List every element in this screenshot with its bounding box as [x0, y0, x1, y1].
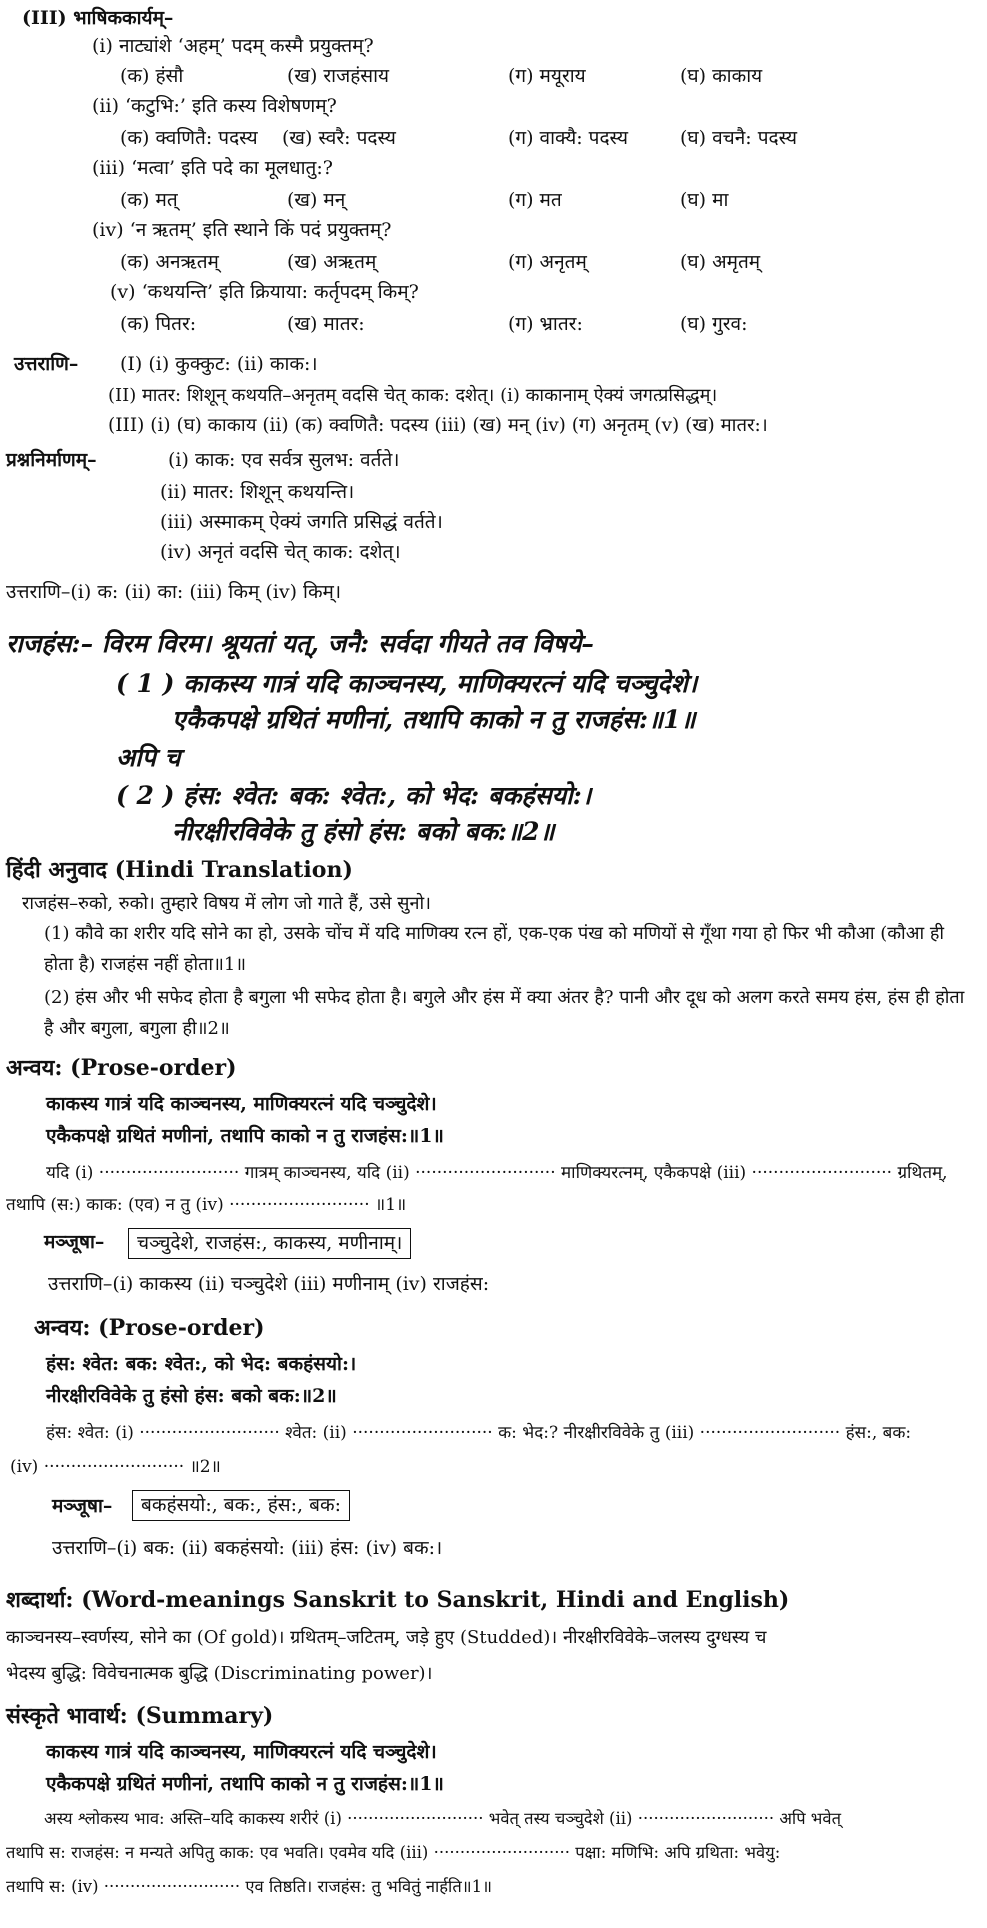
manjusha-box: चञ्चुदेशे, राजहंस:, काकस्य, मणीनाम्।: [128, 1228, 411, 1259]
section-heading: अन्वय: (Prose-order): [34, 1315, 265, 1341]
section-heading: अन्वय: (Prose-order): [6, 1055, 237, 1081]
summary-line: तथापि स: राजहंस: न मन्यते अपितु काक: एव भवति। एवमेव यदि (iii) ·························· पक्षा: मणिभि: अपि ग्रथिता: भवेयु:: [6, 1843, 781, 1862]
option: (ख) मन्: [287, 189, 346, 211]
manjusha-box: बकहंसयो:, बक:, हंस:, बक:: [132, 1490, 350, 1521]
option: (ग) वाक्यै: पदस्य: [508, 127, 628, 149]
option: (क) मत्: [120, 189, 178, 211]
anvaya-answer: उत्तराणि–(i) बक: (ii) बकहंसयो: (iii) हंस: (iv) बक:।: [52, 1537, 443, 1559]
option: (घ) काकाय: [680, 65, 763, 87]
option: (ख) स्वरै: पदस्य: [282, 127, 396, 149]
anvaya-verse: हंस: श्वेत: बक: श्वेत:, को भेद: बकहंसयो:।: [46, 1353, 357, 1375]
question-text: (iv) ‘न ऋतम्’ इति स्थाने किं पदं प्रयुक्तम्?: [92, 219, 392, 241]
question-text: (v) ‘कथयन्ति’ इति क्रियाया: कर्तृपदम् किम्?: [110, 281, 419, 303]
fill-line: यदि (i) ·························· गात्रम् काञ्चनस्य, यदि (ii) ·························· माणिक्यरत्नम्, एकैकपक्षे (iii) ·························· ग्रथितम्,: [46, 1163, 948, 1183]
answers-label: उत्तराणि–: [14, 353, 79, 375]
verse-line: अपि च: [116, 743, 181, 772]
meaning-line: भेदस्य बुद्धि: विवेचनात्मक बुद्धि (Discriminating power)।: [6, 1663, 433, 1684]
answer-line: (II) मातर: शिशून् कथयति–अनृतम् वदसि चेत् काक: दशेत्। (i) काकानाम् ऐक्यं जगत्प्रसिद्धम्।: [108, 385, 718, 406]
prashna-answer: उत्तराणि–(i) क: (ii) का: (iii) किम् (iv) किम्।: [6, 581, 342, 603]
prashna-label: प्रश्ननिर्माणम्–: [6, 449, 97, 471]
option: (ख) मातर:: [287, 313, 365, 335]
answer-line: (III) (i) (घ) काकाय (ii) (क) क्वणितै: पदस्य (iii) (ख) मन् (iv) (ग) अनृतम् (v) (ख) मातर:।: [108, 415, 768, 436]
option: (घ) अमृतम्: [680, 251, 761, 273]
meaning-line: काञ्चनस्य–स्वर्णस्य, सोने का (Of gold)। ग्रथितम्–जटितम्, जड़े हुए (Studded)। नीरक्षीरविवेके–जलस्य दुग्धस्य च: [6, 1627, 767, 1648]
prashna-item: (i) काक: एव सर्वत्र सुलभ: वर्तते।: [168, 449, 400, 471]
bhavartha-verse: काकस्य गात्रं यदि काञ्चनस्य, माणिक्यरत्नं यदि चञ्चुदेशे।: [46, 1741, 437, 1763]
anvaya-verse: एकैकपक्षे ग्रथितं मणीनां, तथापि काको न तु राजहंस:॥1॥: [46, 1125, 444, 1147]
option: (ग) भ्रातर:: [508, 313, 583, 335]
verse-line: एकैकपक्षे ग्रथितं मणीनां, तथापि काको न तु राजहंस:॥1॥: [172, 705, 696, 734]
option: (ग) अनृतम्: [508, 251, 587, 273]
option: (घ) वचनै: पदस्य: [680, 127, 798, 149]
prashna-item: (iv) अनृतं वदसि चेत् काक: दशेत्।: [160, 541, 401, 563]
option: (क) अनऋतम्: [120, 251, 219, 273]
manjusha-label: मञ्जूषा–: [52, 1495, 113, 1517]
section-heading: (III) भाषिककार्यम्–: [22, 7, 174, 29]
anvaya-answer: उत्तराणि–(i) काकस्य (ii) चञ्चुदेशे (iii) मणीनाम् (iv) राजहंस:: [48, 1273, 490, 1295]
section-heading: शब्दार्था: (Word-meanings Sanskrit to Sanskrit, Hindi and English): [6, 1587, 790, 1613]
option: (ख) राजहंसाय: [287, 65, 390, 87]
option: (क) क्वणितै: पदस्य: [120, 127, 258, 149]
section-heading: संस्कृते भावार्थ: (Summary): [6, 1703, 274, 1729]
verse-line: नीरक्षीरविवेके तु हंसो हंस: बको बक:॥2॥: [172, 817, 555, 846]
section-heading: हिंदी अनुवाद (Hindi Translation): [6, 857, 353, 883]
option: (क) पितर:: [120, 313, 197, 335]
option: (क) हंसौ: [120, 65, 184, 87]
prashna-item: (iii) अस्माकम् ऐक्यं जगति प्रसिद्धं वर्तते।: [160, 511, 443, 533]
summary-line: तथापि स: (iv) ·························· एव तिष्ठति। राजहंस: तु भवितुं नार्हति॥1॥: [6, 1877, 492, 1896]
verse-line: ( 1 ) काकस्य गात्रं यदि काञ्चनस्य, माणिक्यरत्नं यदि चञ्चुदेशे।: [116, 669, 698, 698]
question-text: (ii) ‘कटुभि:’ इति कस्य विशेषणम्?: [92, 95, 337, 117]
fill-line: हंस: श्वेत: (i) ·························· श्वेत: (ii) ·························· क: भेद:? नीरक्षीरविवेके तु (iii) ·························· हंस:, बक:: [46, 1423, 912, 1443]
option: (घ) मा: [680, 189, 729, 211]
verse-line: ( 2 ) हंस: श्वेत: बक: श्वेत:, को भेद: बकहंसयो:।: [116, 781, 592, 810]
summary-line: अस्य श्लोकस्य भाव: अस्ति–यदि काकस्य शरीरं (i) ·························· भवेत् तस्य चञ्चुदेशे (ii) ·························· अपि भवेत्: [44, 1809, 841, 1828]
option: (ग) मयूराय: [508, 65, 586, 87]
prashna-item: (ii) मातर: शिशून् कथयन्ति।: [160, 481, 355, 503]
anvaya-verse: नीरक्षीरविवेके तु हंसो हंस: बको बक:॥2॥: [46, 1385, 337, 1407]
translation-line: राजहंस–रुको, रुको। तुम्हारे विषय में लोग जो गाते हैं, उसे सुनो।: [22, 893, 431, 914]
translation-para: (2) हंस और भी सफेद होता है बगुला भी सफेद होता है। बगुले और हंस में क्या अंतर है? पानी और दूध को अलग करते समय हंस, हंस ही होता है और बगुला, बगुला ही॥2॥: [44, 987, 965, 1039]
answer-line: (I) (i) कुक्कुट: (ii) काक:।: [120, 353, 318, 375]
manjusha-label: मञ्जूषा–: [44, 1231, 105, 1253]
option: (घ) गुरव:: [680, 313, 748, 335]
fill-line: तथापि (स:) काक: (एव) न तु (iv) ·························· ॥1॥: [6, 1195, 407, 1215]
option: (ग) मत: [508, 189, 562, 211]
question-text: (iii) ‘मत्वा’ इति पदे का मूलधातु:?: [92, 157, 333, 179]
anvaya-verse: काकस्य गात्रं यदि काञ्चनस्य, माणिक्यरत्नं यदि चञ्चुदेशे।: [46, 1093, 437, 1115]
verse-intro: राजहंस:– विरम विरम। श्रूयतां यत्, जनै: सर्वदा गीयते तव विषये–: [6, 629, 594, 658]
option: (ख) अऋतम्: [287, 251, 377, 273]
translation-para: (1) कौवे का शरीर यदि सोने का हो, उसके चोंच में यदि माणिक्य रत्न हों, एक-एक पंख को मणियों से गूँथा गया हो फिर भी कौआ (कौआ ही होता है) राजहंस नहीं होता॥1॥: [44, 923, 945, 975]
bhavartha-verse: एकैकपक्षे ग्रथितं मणीनां, तथापि काको न तु राजहंस:॥1॥: [46, 1773, 444, 1795]
fill-line: (iv) ·························· ॥2॥: [10, 1457, 221, 1477]
question-text: (i) नाट्यांशे ‘अहम्’ पदम् कस्मै प्रयुक्तम्?: [92, 35, 374, 57]
